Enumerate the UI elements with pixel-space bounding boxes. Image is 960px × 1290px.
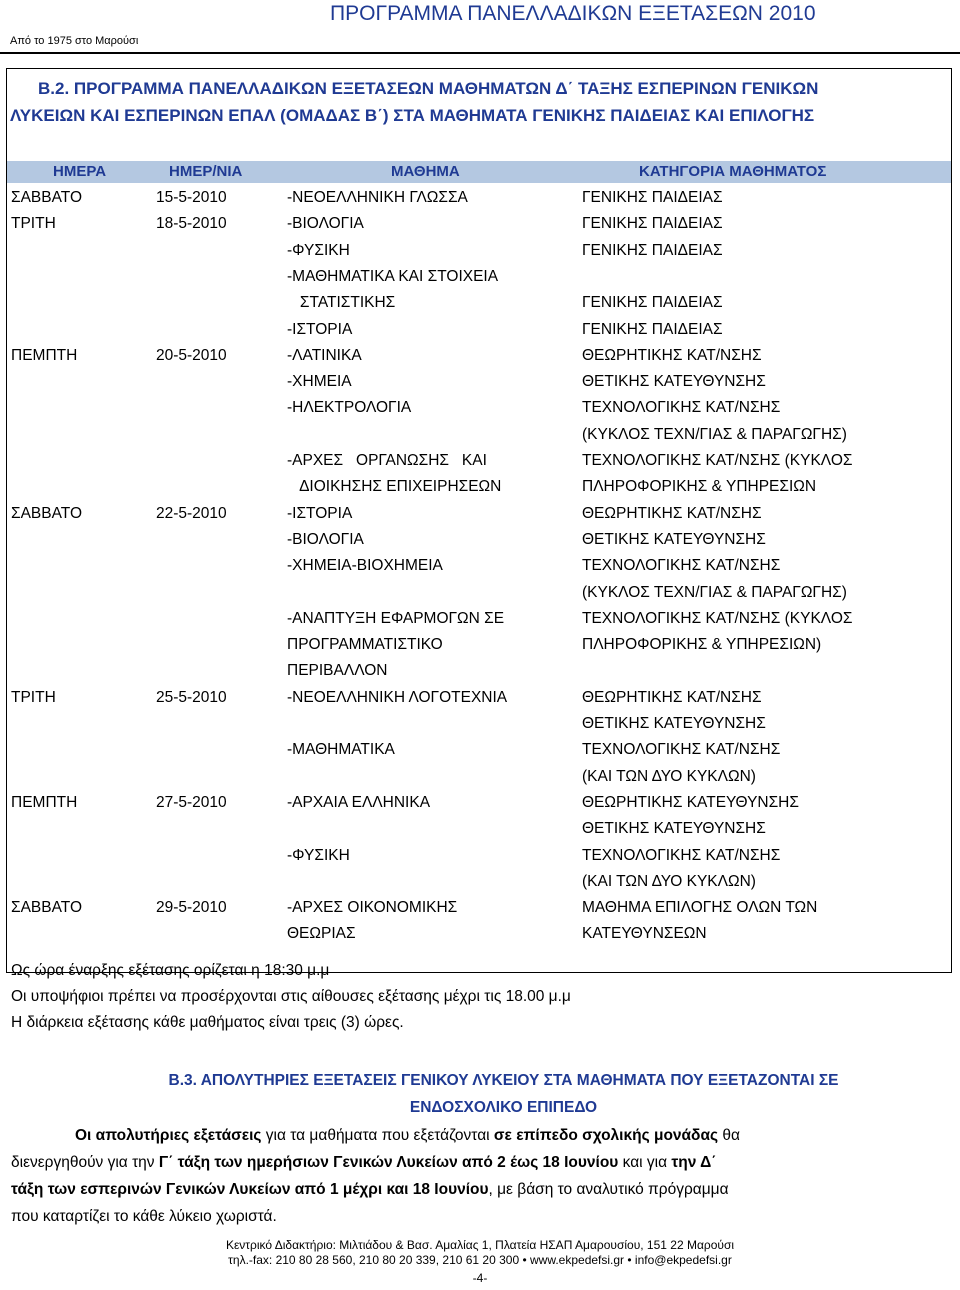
category-cell: ΤΕΧΝΟΛΟΓΙΚΗΣ ΚΑΤ/ΝΣΗΣ [582,399,781,417]
category-cell: (ΚΥΚΛΟΣ ΤΕΧΝ/ΓΙΑΣ & ΠΑΡΑΓΩΓΗΣ) [582,583,847,601]
section-b3-title [56,1067,951,1121]
category-cell: ΤΕΧΝΟΛΟΓΙΚΗΣ ΚΑΤ/ΝΣΗΣ [582,741,781,759]
text-phrase: για τα μαθήματα που εξετάζονται [265,1127,490,1144]
subject-cell: -ΑΡΧΕΣ ΟΡΓΑΝΩΣΗΣ ΚΑΙ [287,452,487,469]
bold-phrase: τάξη των εσπερινών Γενικών Λυκείων από 1 μέχρι και 18 Ιουνίου [11,1181,489,1198]
bold-phrase: Γ΄ τάξη των ημερήσιων Γενικών Λυκείων από 2 έως 18 Ιουνίου [158,1154,619,1171]
subject-cell: -ΗΛΕΚΤΡΟΛΟΓΙΑ [287,399,412,417]
column-header-day: ΗΜΕΡΑ [53,163,107,180]
day-cell: ΤΡΙΤΗ [11,688,56,706]
category-cell: ΘΕΤΙΚΗΣ ΚΑΤΕΥΘΥΝΣΗΣ [582,820,766,838]
footer-contact: τηλ.-fax: 210 80 28 560, 210 80 20 339, 210 61 20 300 • www.ekpedefsi.gr • info@ekpedefsi.gr [228,1253,732,1267]
subject-cell: -ΝΕΟΕΛΛΗΝΙΚΗ ΛΟΓΟΤΕΧΝΙΑ [287,688,508,706]
subject-cell: -ΛΑΤΙΝΙΚΑ [287,346,362,364]
header-divider [0,52,960,54]
category-cell: ΓΕΝΙΚΗΣ ΠΑΙΔΕΙΑΣ [582,215,723,233]
subject-cell: -ΙΣΤΟΡΙΑ [287,504,353,522]
subject-cell: ΘΕΩΡΙΑΣ [287,925,356,943]
note-duration: Η διάρκεια εξέτασης κάθε μαθήματος είναι τρεις (3) ώρες. [11,1014,404,1031]
day-cell: ΣΑΒΒΑΤΟ [11,899,83,917]
date-cell: 22-5-2010 [156,504,227,522]
section-b2-title-line2: ΛΥΚΕΙΩΝ ΚΑΙ ΕΣΠΕΡΙΝΩΝ ΕΠΑΛ (ΟΜΑΔΑΣ Β΄) ΣΤΑ ΜΑΘΗΜΑΤΑ ΓΕΝΙΚΗΣ ΠΑΙΔΕΙΑΣ ΚΑΙ ΕΠΙΛΟΓΗΣ [10,106,815,125]
section-b2-title [10,75,954,129]
paragraph-line-4: που καταρτίζει το κάθε λύκειο χωριστά. [11,1208,277,1225]
day-cell: ΣΑΒΒΑΤΟ [11,189,83,206]
text-phrase: θα [722,1127,740,1144]
category-cell: ΤΕΧΝΟΛΟΓΙΚΗΣ ΚΑΤ/ΝΣΗΣ [582,846,781,864]
page-number: -4- [472,1271,488,1285]
category-cell: ΘΕΩΡΗΤΙΚΗΣ ΚΑΤΕΥΘΥΝΣΗΣ [582,793,799,811]
subject-cell: -ΑΡΧΑΙΑ ΕΛΛΗΝΙΚΑ [287,793,431,811]
category-cell: ΤΕΧΝΟΛΟΓΙΚΗΣ ΚΑΤ/ΝΣΗΣ (ΚΥΚΛΟΣ [582,452,853,469]
subject-cell: ΣΤΑΤΙΣΤΙΚΗΣ [287,294,396,312]
date-cell: 27-5-2010 [156,793,227,811]
day-cell: ΣΑΒΒΑΤΟ [11,504,83,522]
subject-cell: ΠΕΡΙΒΑΛΛΟΝ [287,662,388,680]
note-start-time: Ως ώρα έναρξης εξέτασης ορίζεται η 18:30 μ.μ [11,962,330,979]
subject-cell: -ΙΣΤΟΡΙΑ [287,320,353,338]
category-cell: ΓΕΝΙΚΗΣ ΠΑΙΔΕΙΑΣ [582,241,723,259]
subject-cell: -ΧΗΜΕΙΑ [287,373,352,391]
subject-cell: -ΜΑΘΗΜΑΤΙΚΑ ΚΑΙ ΣΤΟΙΧΕΙΑ [287,267,499,285]
category-cell: (ΚΥΚΛΟΣ ΤΕΧΝ/ΓΙΑΣ & ΠΑΡΑΓΩΓΗΣ) [582,425,847,443]
category-cell: ΠΛΗΡΟΦΟΡΙΚΗΣ & ΥΠΗΡΕΣΙΩΝ) [582,636,822,654]
day-cell: ΠΕΜΠΤΗ [11,346,78,364]
date-cell: 20-5-2010 [156,346,227,364]
category-cell: ΘΕΩΡΗΤΙΚΗΣ ΚΑΤ/ΝΣΗΣ [582,346,762,364]
category-cell: (ΚΑΙ ΤΩΝ ΔΥΟ ΚΥΚΛΩΝ) [582,872,756,890]
category-cell: ΘΕΤΙΚΗΣ ΚΑΤΕΥΘΥΝΣΗΣ [582,715,766,732]
column-header-subject: ΜΑΘΗΜΑ [391,163,460,180]
subject-cell: -ΑΡΧΕΣ ΟΙΚΟΝΟΜΙΚΗΣ [287,899,458,917]
schedule-table-header [7,161,951,183]
subject-cell: -ΒΙΟΛΟΓΙΑ [287,215,364,233]
bold-phrase: την Δ΄ [671,1154,717,1171]
paragraph-line-1 [11,1122,951,1149]
paragraph-line-2 [11,1149,951,1176]
category-cell: ΘΕΤΙΚΗΣ ΚΑΤΕΥΘΥΝΣΗΣ [582,373,766,391]
page-header-subtitle: Από το 1975 στο Μαρούσι [10,35,139,47]
subject-cell: ΔΙΟΙΚΗΣΗΣ ΕΠΙΧΕΙΡΗΣΕΩΝ [287,478,502,496]
category-cell: ΘΕΤΙΚΗΣ ΚΑΤΕΥΘΥΝΣΗΣ [582,530,766,548]
page-footer [0,1238,960,1286]
paragraph-line-3 [11,1176,951,1203]
category-cell: ΘΕΩΡΗΤΙΚΗΣ ΚΑΤ/ΝΣΗΣ [582,504,762,522]
category-cell: ΓΕΝΙΚΗΣ ΠΑΙΔΕΙΑΣ [582,189,723,206]
section-b3-title-line1: Β.3. ΑΠΟΛΥΤΗΡΙΕΣ ΕΞΕΤΑΣΕΙΣ ΓΕΝΙΚΟΥ ΛΥΚΕΙΟΥ ΣΤΑ ΜΑΘΗΜΑΤΑ ΠΟΥ ΕΞΕΤΑΖΟΝΤΑΙ ΣΕ [168,1072,839,1089]
category-cell: ΤΕΧΝΟΛΟΓΙΚΗΣ ΚΑΤ/ΝΣΗΣ [582,557,781,575]
category-cell: ΤΕΧΝΟΛΟΓΙΚΗΣ ΚΑΤ/ΝΣΗΣ (ΚΥΚΛΟΣ [582,609,853,627]
subject-cell: -ΦΥΣΙΚΗ [287,241,350,259]
category-cell: ΚΑΤΕΥΘΥΝΣΕΩΝ [582,925,707,943]
section-b3-paragraph [11,1122,951,1230]
category-cell: ΜΑΘΗΜΑ ΕΠΙΛΟΓΗΣ ΟΛΩΝ ΤΩΝ [582,899,818,917]
category-cell: ΠΛΗΡΟΦΟΡΙΚΗΣ & ΥΠΗΡΕΣΙΩΝ [582,478,817,496]
category-cell: (ΚΑΙ ΤΩΝ ΔΥΟ ΚΥΚΛΩΝ) [582,767,756,785]
column-header-date: ΗΜΕΡ/ΝΙΑ [169,163,243,180]
category-cell: ΓΕΝΙΚΗΣ ΠΑΙΔΕΙΑΣ [582,320,723,338]
page-header-title: ΠΡΟΓΡΑΜΜΑ ΠΑΝΕΛΛΑΔΙΚΩΝ ΕΞΕΤΑΣΕΩΝ 2010 [330,2,816,25]
category-cell: ΘΕΩΡΗΤΙΚΗΣ ΚΑΤ/ΝΣΗΣ [582,688,762,706]
text-phrase: και για [622,1154,668,1171]
subject-cell: ΠΡΟΓΡΑΜΜΑΤΙΣΤΙΚΟ [287,636,443,654]
subject-cell: -ΧΗΜΕΙΑ-ΒΙΟΧΗΜΕΙΑ [287,557,443,575]
date-cell: 25-5-2010 [156,688,227,706]
subject-cell: -ΜΑΘΗΜΑΤΙΚΑ [287,741,395,759]
text-phrase: , με βάση το αναλυτικό πρόγραμμα [488,1181,729,1198]
day-cell: ΤΡΙΤΗ [11,215,56,233]
text-phrase: διενεργηθούν για την [11,1154,155,1171]
date-cell: 15-5-2010 [156,189,227,206]
note-arrival-time: Οι υποψήφιοι πρέπει να προσέρχονται στις αίθουσες εξέτασης μέχρι τις 18.00 μ.μ [11,988,571,1005]
bold-phrase: Οι απολυτήριες εξετάσεις [75,1127,262,1144]
section-b2-frame [6,68,952,973]
column-header-category: ΚΑΤΗΓΟΡΙΑ ΜΑΘΗΜΑΤΟΣ [639,163,827,180]
bold-phrase: σε επίπεδο σχολικής μονάδας [493,1127,719,1144]
subject-cell: -ΒΙΟΛΟΓΙΑ [287,530,364,548]
date-cell: 29-5-2010 [156,899,227,917]
category-cell: ΓΕΝΙΚΗΣ ΠΑΙΔΕΙΑΣ [582,294,723,312]
subject-cell: -ΦΥΣΙΚΗ [287,846,350,864]
day-cell: ΠΕΜΠΤΗ [11,793,78,811]
date-cell: 18-5-2010 [156,215,227,233]
section-b2-title-line1: Β.2. ΠΡΟΓΡΑΜΜΑ ΠΑΝΕΛΛΑΔΙΚΩΝ ΕΞΕΤΑΣΕΩΝ ΜΑΘΗΜΑΤΩΝ Δ΄ ΤΑΞΗΣ ΕΣΠΕΡΙΝΩΝ ΓΕΝΙΚΩΝ [38,79,819,98]
section-b3-title-line2: ΕΝΔΟΣΧΟΛΙΚΟ ΕΠΙΠΕΔΟ [409,1099,598,1116]
footer-address: Κεντρικό Διδακτήριο: Μιλτιάδου & Βασ. Αμαλίας 1, Πλατεία ΗΣΑΠ Αμαρουσίου, 151 22 Μαρούσι [225,1238,735,1252]
subject-cell: -ΑΝΑΠΤΥΞΗ ΕΦΑΡΜΟΓΩΝ ΣΕ [287,609,505,627]
subject-cell: -ΝΕΟΕΛΛΗΝΙΚΗ ΓΛΩΣΣΑ [287,189,468,206]
